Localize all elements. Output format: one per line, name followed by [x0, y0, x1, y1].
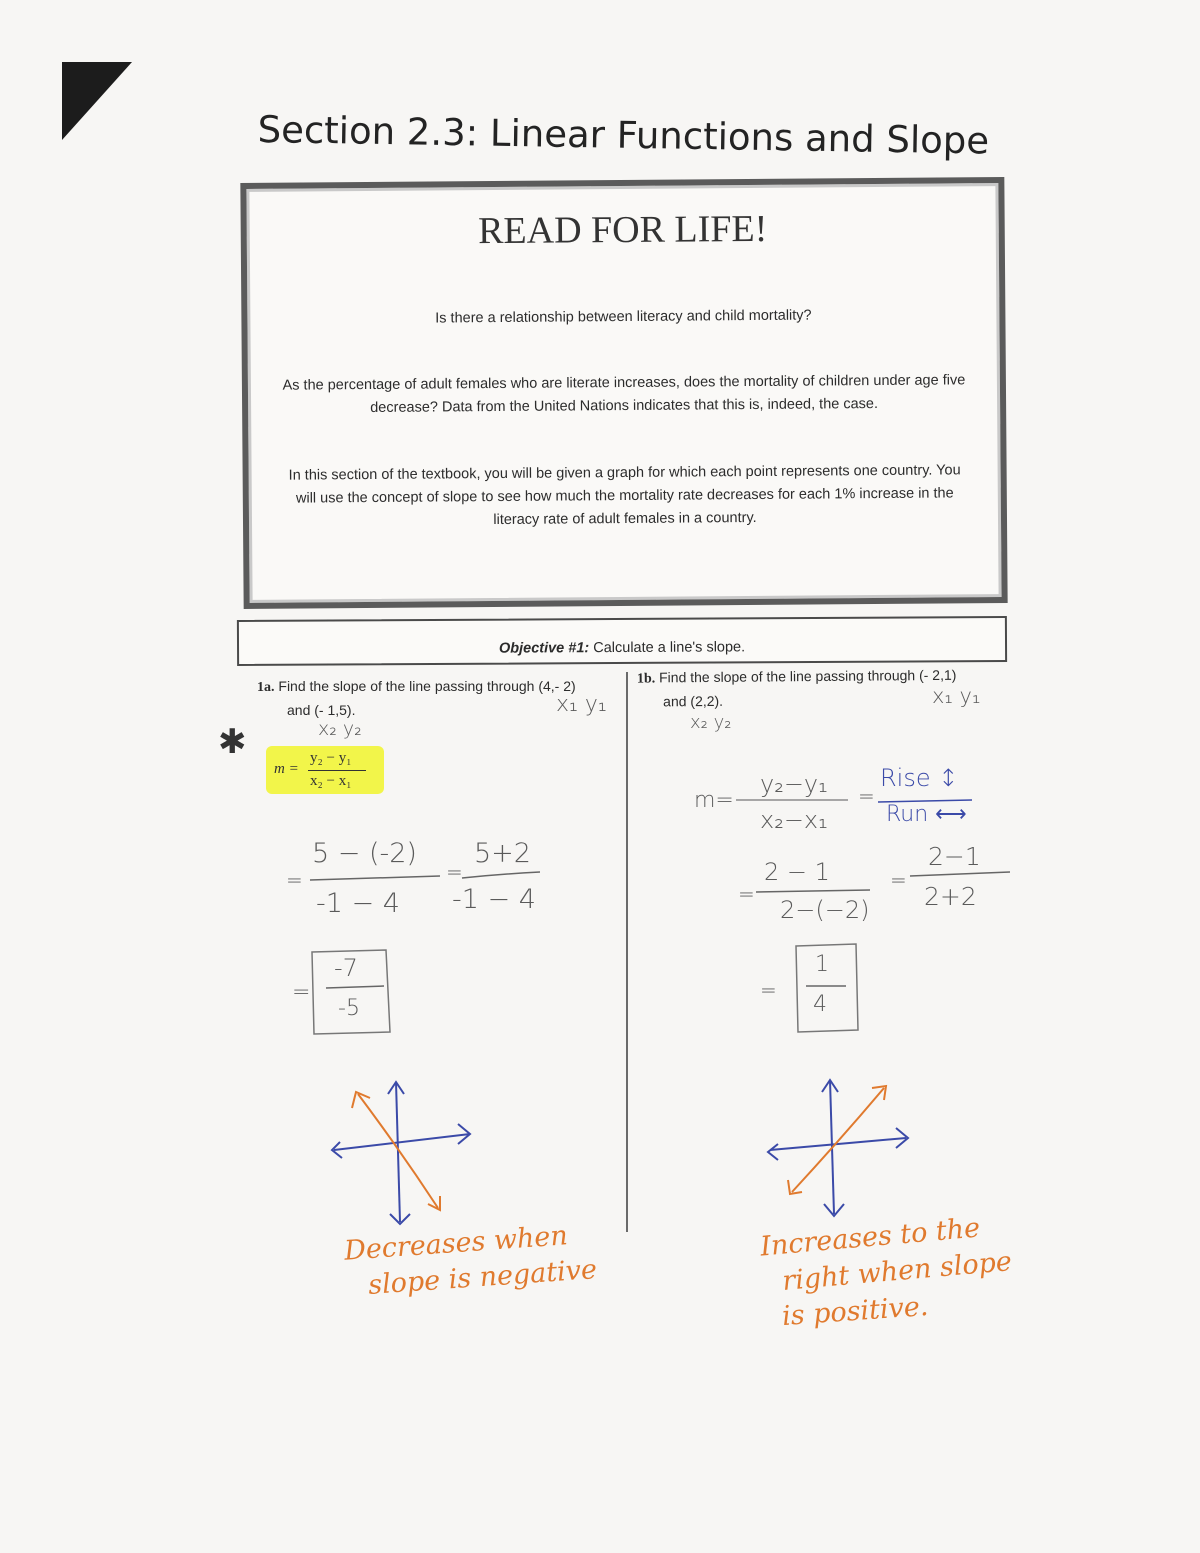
- fraction-bar-1a-2: [462, 872, 540, 878]
- problem-1a-number: 1a.: [257, 680, 275, 695]
- work-1a-eq2: =: [446, 860, 463, 884]
- work-1b-run: Run ⟷: [886, 802, 967, 827]
- fraction-bar-1b-rise-run: [878, 800, 972, 802]
- page-title: Section 2.3: Linear Functions and Slope: [257, 108, 990, 163]
- formula-m: m =: [274, 761, 299, 777]
- fraction-bar-1b-2: [756, 890, 870, 892]
- label-x1y1-1b: x₁ y₁: [932, 684, 981, 708]
- note-1b-line2: right when slope: [781, 1246, 1014, 1297]
- work-1b-answer-den: 4: [813, 992, 827, 1017]
- note-1a-line1: Decreases when: [343, 1220, 569, 1267]
- work-1b-m: m=: [694, 788, 734, 813]
- problem-1b-line1: Find the slope of the line passing through (- 2,1): [659, 666, 957, 686]
- fraction-bar-1a-answer: [326, 986, 384, 988]
- work-1a-den1: -1 − 4: [316, 888, 400, 919]
- work-1a-eq3: =: [292, 980, 311, 1005]
- work-1b-den1: x₂−x₁: [760, 806, 828, 834]
- work-1a-eq1: =: [286, 868, 303, 892]
- formula-numerator: y₂ − y₁: [310, 750, 352, 766]
- note-1b-line3: is positive.: [781, 1290, 930, 1333]
- work-1b-eq1: =: [858, 784, 875, 808]
- answer-box-1b: [796, 944, 858, 1032]
- work-1b-den2: 2−(−2): [780, 896, 870, 924]
- work-1a-answer-den: -5: [338, 996, 360, 1021]
- note-1b-line1: Increases to the: [759, 1212, 982, 1263]
- work-1b-num2: 2 − 1: [764, 858, 830, 886]
- fraction-bar-1a-1: [310, 876, 440, 880]
- work-1a-answer-num: -7: [334, 954, 358, 982]
- answer-box-1a: [312, 950, 390, 1034]
- read-box-paragraph-2: In this section of the textbook, you will be given a graph for which each point represents one country. You will use the concept of slope to see how much the mortality rate decreases for each 1% increase in the literacy rate of adult females in a country.: [288, 462, 961, 529]
- read-box-paragraph-1: As the percentage of adult females who are literate increases, does the mortality of children under age five decrease? Data from the United Nations indicates that this is, indeed, the case.: [282, 372, 966, 416]
- work-1b-rise: Rise ↕: [880, 764, 959, 792]
- work-1a-num2: 5+2: [474, 838, 531, 869]
- formula-denominator: x₂ − x₁: [310, 773, 352, 789]
- work-1b-den3: 2+2: [924, 882, 977, 911]
- work-1b-eq2: =: [738, 882, 755, 906]
- work-1b-eq4: =: [760, 978, 777, 1002]
- problem-1b-line2: and (2,2).: [663, 692, 724, 710]
- work-1a-num1: 5 − (-2): [312, 838, 417, 869]
- work-1b-num1: y₂−y₁: [760, 770, 828, 798]
- work-1b-num3: 2−1: [928, 842, 981, 871]
- work-1b-eq3: =: [890, 868, 907, 892]
- objective-label: Objective #1:: [498, 640, 590, 657]
- problem-1a-line1: Find the slope of the line passing through (4,- 2): [278, 678, 576, 694]
- label-x1y1-1a: x₁ y₁: [556, 692, 607, 717]
- note-1a-line2: slope is negative: [367, 1254, 598, 1301]
- axes-sketch-1a: [332, 1082, 470, 1224]
- objective-text: Calculate a line's slope.: [593, 639, 746, 657]
- fraction-bar-1b-3: [910, 872, 1010, 876]
- asterisk-mark: ✱: [218, 723, 247, 761]
- problem-1b-number: 1b.: [636, 671, 656, 687]
- work-1b-answer-num: 1: [815, 952, 829, 977]
- read-box-question: Is there a relationship between literacy and child mortality?: [435, 307, 812, 327]
- label-x2y2-1a: x₂ y₂: [318, 718, 362, 740]
- problem-1a-line2: and (- 1,5).: [287, 702, 356, 718]
- label-x2y2-1b: x₂ y₂: [690, 712, 732, 733]
- axes-sketch-1b: [768, 1080, 908, 1216]
- work-1a-den2: -1 − 4: [452, 884, 536, 915]
- read-box-title: READ FOR LIFE!: [477, 207, 768, 253]
